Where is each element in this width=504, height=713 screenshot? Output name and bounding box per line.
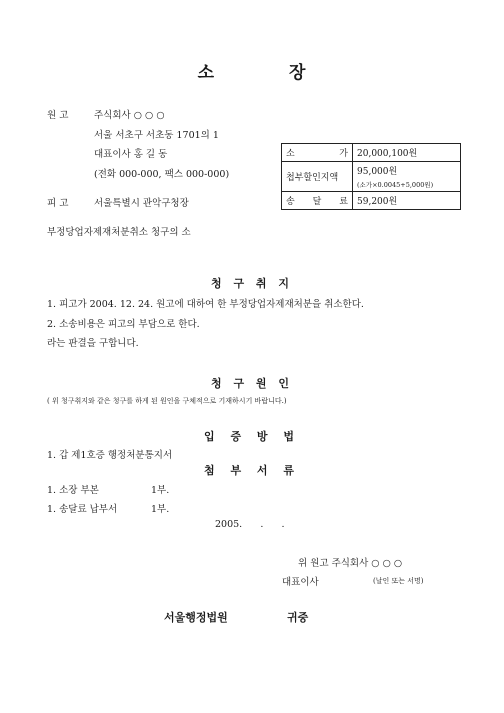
plaintiff-label: 원 고 <box>47 110 69 121</box>
seal-note: (날인 또는 서명) <box>373 577 424 585</box>
court-name: 서울행정법원 <box>164 611 228 624</box>
evidence-heading: 입 증 방 법 <box>204 430 300 443</box>
service-label-a: 송 <box>286 197 295 207</box>
stamp-cell <box>353 162 461 192</box>
claim-item-2: 2. 소송비용은 피고의 부담으로 한다. <box>47 319 200 330</box>
evidence-item: 1. 갑 제1호증 행정처분통지서 <box>47 450 173 461</box>
service-label-c: 료 <box>339 197 348 207</box>
cause-heading: 청 구 원 인 <box>211 377 293 390</box>
title-char-1: 소 <box>197 63 215 83</box>
service-amount: 59,200원 <box>353 192 461 210</box>
document-title <box>0 58 504 83</box>
stamp-amount: 95,000원 <box>357 167 398 177</box>
claims-heading: 청 구 취 지 <box>211 277 293 290</box>
claim-closing: 라는 판결을 구합니다. <box>47 338 139 349</box>
fee-row-service <box>282 192 461 210</box>
attachments-heading: 첨 부 서 류 <box>204 464 300 477</box>
value-label-a: 소 <box>286 149 295 159</box>
cause-note: ( 위 청구취지와 같은 청구를 하게 된 원인을 구체적으로 기재하시기 바랍니다.) <box>47 397 287 405</box>
plaintiff-contact: (전화 000-000, 팩스 000-000) <box>94 169 230 180</box>
plaintiff-representative: 대표이사 홍 길 동 <box>94 149 168 160</box>
value-amount: 20,000,100원 <box>353 144 461 162</box>
plaintiff-name: 주식회사 ○ ○ ○ <box>94 110 165 121</box>
attachment-name-1: 1. 소장 부본 <box>47 485 99 496</box>
defendant-label: 피 고 <box>47 198 69 209</box>
fee-row-value <box>282 144 461 162</box>
signer-line: 위 원고 주식회사 ○ ○ ○ <box>298 558 403 569</box>
service-label-cell <box>282 192 353 210</box>
court-suffix: 귀중 <box>287 611 309 624</box>
attachment-qty-2: 1부. <box>151 504 170 515</box>
attachment-qty-1: 1부. <box>151 485 170 496</box>
value-label-b: 가 <box>339 149 348 159</box>
title-char-2: 장 <box>289 63 307 83</box>
claim-item-1: 1. 피고가 2004. 12. 24. 원고에 대하여 한 부정당업자제재처분을 취소한다. <box>47 299 364 310</box>
attachment-name-2: 1. 송달료 납부서 <box>47 504 118 515</box>
fee-row-stamp <box>282 162 461 192</box>
service-label-b: 달 <box>312 197 322 207</box>
signer-representative: 대표이사 <box>282 577 319 588</box>
stamp-label: 첩부할인지액 <box>282 162 353 192</box>
plaintiff-address: 서울 서초구 서초동 1701의 1 <box>94 130 219 141</box>
stamp-formula: (소가×0.0045+5,000원) <box>357 181 434 189</box>
fee-table <box>281 143 461 210</box>
defendant-name: 서울특별시 관악구청장 <box>94 198 189 209</box>
case-name: 부정당업자제재처분취소 청구의 소 <box>47 227 191 238</box>
filing-date: 2005. . . <box>215 519 285 530</box>
value-label-cell <box>282 144 353 162</box>
